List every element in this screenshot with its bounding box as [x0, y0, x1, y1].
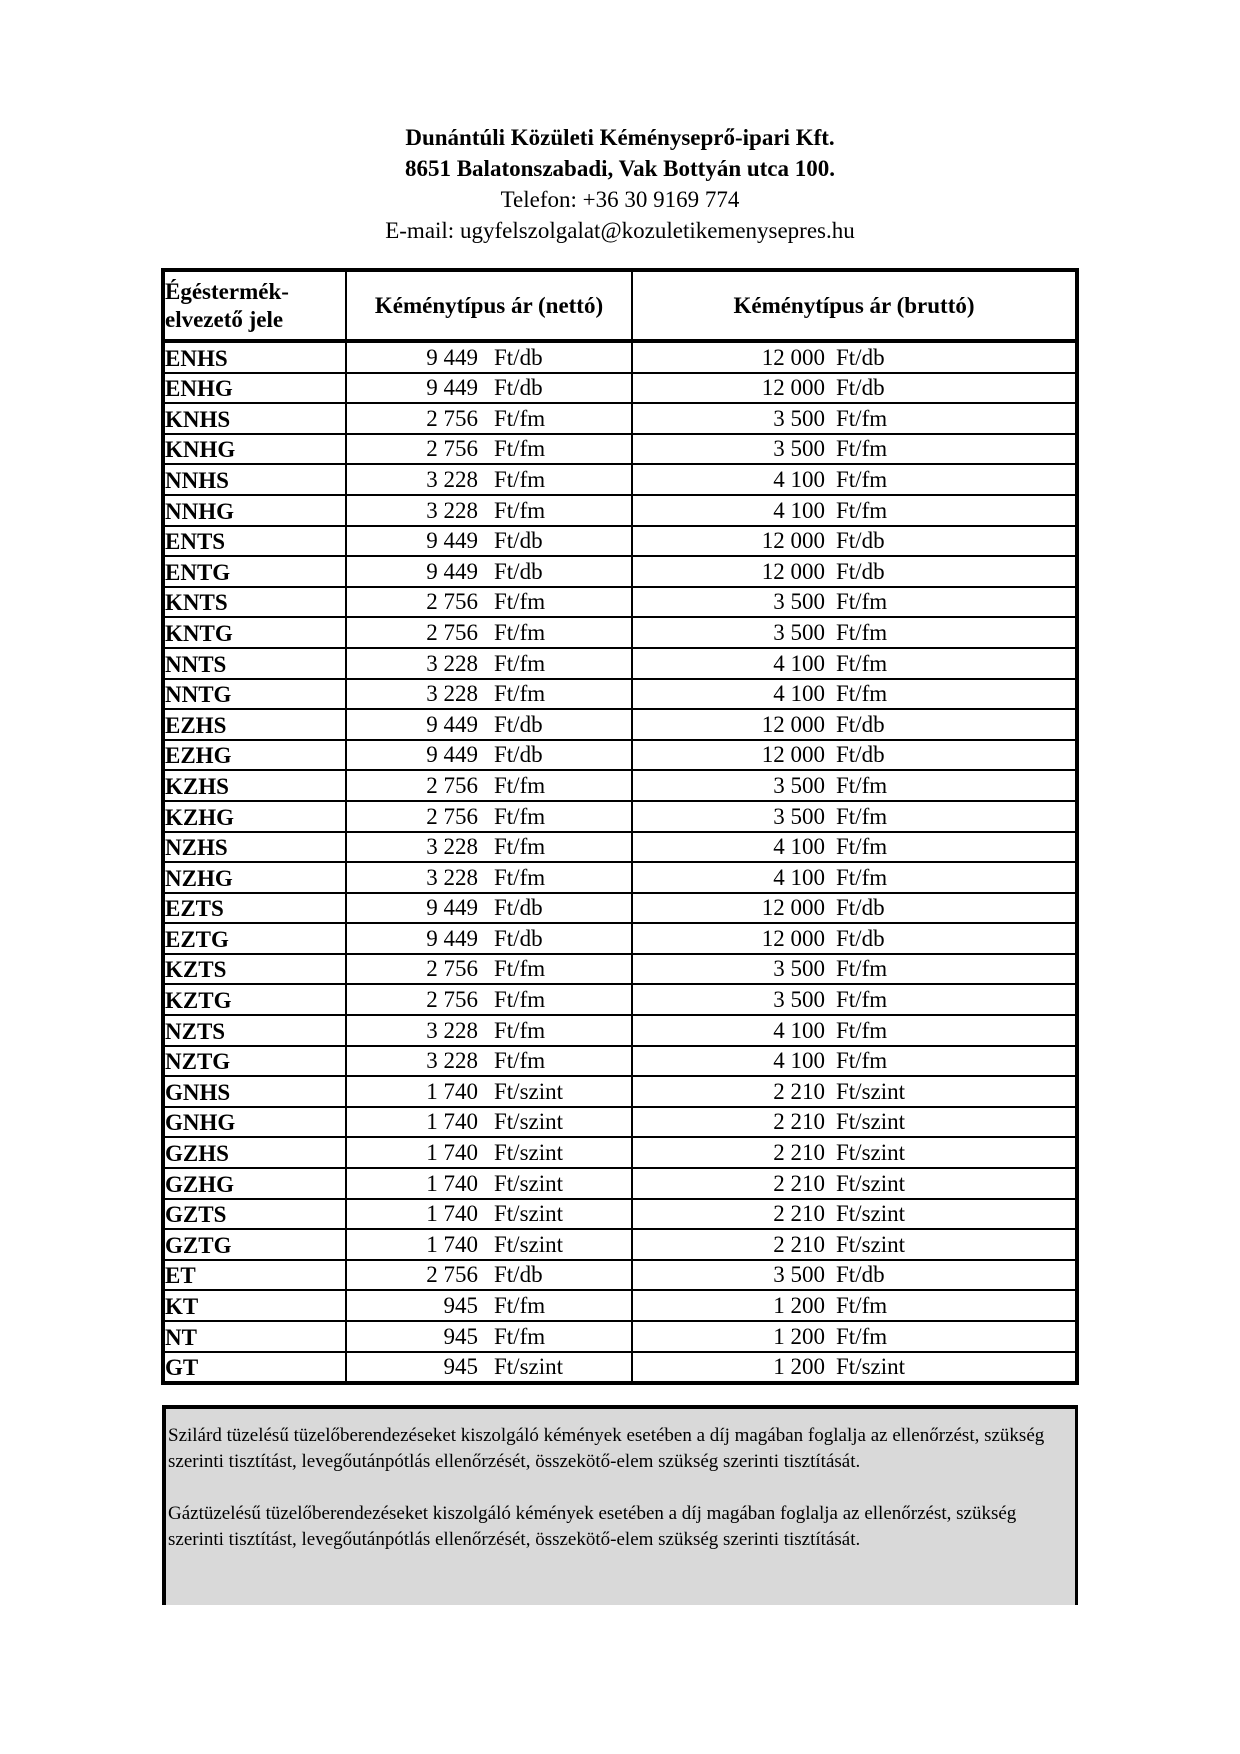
net-price-value: 9 449: [426, 895, 478, 921]
gross-price-unit: Ft/db: [836, 344, 885, 370]
gross-price-unit: Ft/fm: [836, 466, 888, 492]
net-price-cell: [346, 1107, 632, 1138]
chimney-code: GZHS: [163, 1137, 346, 1168]
net-price-unit: Ft/db: [494, 1262, 543, 1288]
net-price-value: 3 228: [426, 1017, 478, 1043]
net-price-value: 1 740: [426, 1231, 478, 1257]
net-price-cell: [346, 373, 632, 404]
gross-price-cell: [632, 832, 1077, 863]
net-price-unit: Ft/db: [494, 742, 543, 768]
gross-price-unit: Ft/fm: [836, 650, 888, 676]
gross-price-value: 4 100: [773, 650, 825, 676]
company-address: 8651 Balatonszabadi, Vak Bottyán utca 100.: [404, 156, 836, 181]
gross-price-value: 4 100: [773, 497, 825, 523]
chimney-code: ENHS: [163, 341, 346, 373]
net-price-cell: [346, 464, 632, 495]
chimney-code: KZTG: [163, 984, 346, 1015]
net-price-unit: Ft/fm: [494, 772, 546, 798]
gross-price-cell: [632, 1229, 1077, 1260]
net-price-cell: [346, 1352, 632, 1384]
net-price-cell: [346, 1290, 632, 1321]
net-price-cell: [346, 526, 632, 557]
gross-price-cell: [632, 495, 1077, 526]
gross-price-unit: Ft/szint: [836, 1170, 906, 1196]
gross-price-value: 12 000: [761, 711, 825, 737]
chimney-code: KNTG: [163, 617, 346, 648]
net-price-unit: Ft/fm: [494, 619, 546, 645]
net-price-value: 945: [443, 1323, 478, 1349]
notes-box: [162, 1405, 1078, 1605]
gross-price-unit: Ft/db: [836, 711, 885, 737]
gross-price-value: 1 200: [773, 1293, 825, 1318]
gross-price-value: 1 200: [773, 1323, 825, 1349]
net-price-unit: Ft/fm: [494, 681, 546, 707]
table-row: [163, 923, 1077, 954]
gross-price-cell: [632, 1199, 1077, 1230]
net-price-unit: Ft/szint: [494, 1140, 564, 1166]
net-price-value: 9 449: [426, 711, 478, 737]
net-price-cell: [346, 556, 632, 587]
gross-price-unit: Ft/fm: [836, 405, 888, 431]
gross-price-value: 3 500: [773, 803, 825, 829]
gross-price-unit: Ft/fm: [836, 1048, 888, 1074]
gross-price-unit: Ft/fm: [836, 772, 888, 798]
gross-price-value: 2 210: [773, 1109, 825, 1135]
gross-price-unit: Ft/szint: [836, 1354, 906, 1380]
net-price-value: 945: [443, 1354, 478, 1380]
net-price-unit: Ft/fm: [494, 405, 546, 431]
net-price-unit: Ft/fm: [494, 1323, 546, 1349]
net-price-value: 2 756: [426, 405, 478, 431]
gross-price-unit: Ft/db: [836, 925, 885, 951]
gross-price-unit: Ft/fm: [836, 1323, 888, 1349]
gross-price-value: 4 100: [773, 1017, 825, 1043]
net-price-cell: [346, 617, 632, 648]
table-row: [163, 740, 1077, 771]
net-price-value: 9 449: [426, 558, 478, 584]
gross-price-value: 3 500: [773, 619, 825, 645]
gross-price-cell: [632, 1076, 1077, 1107]
gross-price-cell: [632, 740, 1077, 771]
table-row: [163, 403, 1077, 434]
gross-price-unit: Ft/szint: [836, 1078, 906, 1104]
net-price-unit: Ft/szint: [494, 1170, 564, 1196]
net-price-unit: Ft/szint: [494, 1201, 564, 1227]
net-price-unit: Ft/szint: [494, 1109, 564, 1135]
net-price-cell: [346, 341, 632, 373]
gross-price-unit: Ft/szint: [836, 1109, 906, 1135]
gross-price-cell: [632, 617, 1077, 648]
net-price-cell: [346, 495, 632, 526]
gross-price-cell: [632, 526, 1077, 557]
net-price-value: 1 740: [426, 1078, 478, 1104]
table-row: [163, 1107, 1077, 1138]
net-price-value: 1 740: [426, 1140, 478, 1166]
net-price-value: 2 756: [426, 1262, 478, 1288]
net-price-unit: Ft/szint: [494, 1231, 564, 1257]
net-price-cell: [346, 740, 632, 771]
chimney-code: KZHS: [163, 770, 346, 801]
net-price-cell: [346, 1046, 632, 1077]
net-price-unit: Ft/db: [494, 558, 543, 584]
chimney-code: ENTS: [163, 526, 346, 557]
net-price-value: 1 740: [426, 1109, 478, 1135]
chimney-code: GNHS: [163, 1076, 346, 1107]
chimney-code: ET: [163, 1260, 346, 1291]
chimney-code: KZHG: [163, 801, 346, 832]
chimney-code: KT: [163, 1290, 346, 1321]
gross-price-cell: [632, 770, 1077, 801]
chimney-code: NZHS: [163, 832, 346, 863]
chimney-code: KNHS: [163, 403, 346, 434]
table-row: [163, 526, 1077, 557]
table-row: [163, 1290, 1077, 1321]
gross-price-unit: Ft/fm: [836, 834, 888, 860]
table-row: [163, 954, 1077, 985]
gross-price-cell: [632, 341, 1077, 373]
gross-price-cell: [632, 862, 1077, 893]
chimney-code: NNHS: [163, 464, 346, 495]
gross-price-value: 4 100: [773, 466, 825, 492]
net-price-value: 3 228: [426, 650, 478, 676]
net-price-cell: [346, 832, 632, 863]
column-header-net: Kéménytípus ár (nettó): [346, 270, 632, 341]
column-header-gross: Kéménytípus ár (bruttó): [632, 270, 1077, 341]
gross-price-cell: [632, 403, 1077, 434]
net-price-unit: Ft/fm: [494, 1048, 546, 1074]
gross-price-cell: [632, 679, 1077, 710]
chimney-code: NNTG: [163, 679, 346, 710]
gross-price-cell: [632, 1321, 1077, 1352]
net-price-unit: Ft/fm: [494, 589, 546, 615]
net-price-value: 3 228: [426, 1048, 478, 1074]
net-price-unit: Ft/szint: [494, 1354, 564, 1380]
net-price-unit: Ft/db: [494, 528, 543, 554]
net-price-unit: Ft/fm: [494, 466, 546, 492]
net-price-unit: Ft/fm: [494, 987, 546, 1013]
gross-price-cell: [632, 434, 1077, 465]
table-row: [163, 617, 1077, 648]
gross-price-unit: Ft/fm: [836, 497, 888, 523]
net-price-unit: Ft/db: [494, 895, 543, 921]
gross-price-value: 2 210: [773, 1140, 825, 1166]
chimney-code: NZTG: [163, 1046, 346, 1077]
column-header-code-line2: elvezető jele: [165, 306, 284, 332]
chimney-code: GT: [163, 1352, 346, 1384]
net-price-unit: Ft/fm: [494, 956, 546, 982]
table-row: [163, 984, 1077, 1015]
net-price-cell: [346, 1137, 632, 1168]
net-price-value: 9 449: [426, 742, 478, 768]
gross-price-cell: [632, 954, 1077, 985]
net-price-cell: [346, 403, 632, 434]
chimney-code: EZTS: [163, 893, 346, 924]
table-row: [163, 679, 1077, 710]
gross-price-cell: [632, 709, 1077, 740]
net-price-value: 945: [443, 1293, 478, 1318]
gross-price-value: 2 210: [773, 1170, 825, 1196]
chimney-code: EZHS: [163, 709, 346, 740]
table-row: [163, 1137, 1077, 1168]
gross-price-unit: Ft/szint: [836, 1231, 906, 1257]
gross-price-value: 3 500: [773, 956, 825, 982]
net-price-cell: [346, 1321, 632, 1352]
table-row: [163, 709, 1077, 740]
net-price-unit: Ft/fm: [494, 864, 546, 890]
net-price-cell: [346, 1015, 632, 1046]
gross-price-unit: Ft/fm: [836, 864, 888, 890]
gross-price-unit: Ft/fm: [836, 987, 888, 1013]
note-gas-fuel: Gáztüzelésű tüzelőberendezéseket kiszolgáló kémények esetében a díj magában foglalja az ellenőrzést, szükség szerinti tisztítást, levegőutánpótlás ellenőrzését, összekötő-elem szükség szerinti tisztítását.: [168, 1503, 1017, 1550]
net-price-value: 1 740: [426, 1201, 478, 1227]
net-price-value: 1 740: [426, 1170, 478, 1196]
net-price-cell: [346, 1168, 632, 1199]
gross-price-value: 4 100: [773, 834, 825, 860]
gross-price-cell: [632, 984, 1077, 1015]
chimney-code: NNHG: [163, 495, 346, 526]
gross-price-cell: [632, 1290, 1077, 1321]
gross-price-unit: Ft/szint: [836, 1201, 906, 1227]
net-price-cell: [346, 862, 632, 893]
gross-price-unit: Ft/fm: [836, 589, 888, 615]
gross-price-value: 3 500: [773, 436, 825, 462]
net-price-value: 3 228: [426, 466, 478, 492]
gross-price-unit: Ft/fm: [836, 1293, 888, 1318]
table-row: [163, 1260, 1077, 1291]
net-price-cell: [346, 923, 632, 954]
chimney-code: KZTS: [163, 954, 346, 985]
gross-price-unit: Ft/fm: [836, 619, 888, 645]
gross-price-value: 4 100: [773, 864, 825, 890]
table-row: [163, 1199, 1077, 1230]
chimney-code: GZTG: [163, 1229, 346, 1260]
table-row: [163, 1046, 1077, 1077]
chimney-code: ENHG: [163, 373, 346, 404]
net-price-value: 2 756: [426, 803, 478, 829]
table-row: [163, 1076, 1077, 1107]
gross-price-value: 12 000: [761, 375, 825, 401]
net-price-value: 2 756: [426, 589, 478, 615]
gross-price-cell: [632, 801, 1077, 832]
table-row: [163, 770, 1077, 801]
chimney-code: GNHG: [163, 1107, 346, 1138]
chimney-code: NZHG: [163, 862, 346, 893]
chimney-code: NZTS: [163, 1015, 346, 1046]
gross-price-unit: Ft/db: [836, 895, 885, 921]
table-row: [163, 648, 1077, 679]
net-price-cell: [346, 984, 632, 1015]
table-row: [163, 556, 1077, 587]
net-price-value: 2 756: [426, 619, 478, 645]
net-price-value: 3 228: [426, 497, 478, 523]
net-price-value: 2 756: [426, 772, 478, 798]
gross-price-unit: Ft/fm: [836, 681, 888, 707]
chimney-code: KNTS: [163, 587, 346, 618]
net-price-unit: Ft/db: [494, 711, 543, 737]
company-header: [0, 122, 1240, 246]
net-price-unit: Ft/fm: [494, 1293, 546, 1318]
gross-price-unit: Ft/db: [836, 742, 885, 768]
net-price-value: 3 228: [426, 681, 478, 707]
chimney-code: GZHG: [163, 1168, 346, 1199]
net-price-value: 3 228: [426, 864, 478, 890]
gross-price-cell: [632, 923, 1077, 954]
table-row: [163, 1352, 1077, 1384]
gross-price-cell: [632, 556, 1077, 587]
net-price-value: 9 449: [426, 344, 478, 370]
gross-price-cell: [632, 1015, 1077, 1046]
net-price-value: 3 228: [426, 834, 478, 860]
net-price-cell: [346, 954, 632, 985]
net-price-cell: [346, 770, 632, 801]
net-price-cell: [346, 1229, 632, 1260]
gross-price-unit: Ft/szint: [836, 1140, 906, 1166]
net-price-unit: Ft/fm: [494, 436, 546, 462]
gross-price-unit: Ft/fm: [836, 436, 888, 462]
net-price-value: 9 449: [426, 528, 478, 554]
net-price-value: 2 756: [426, 436, 478, 462]
company-name: Dunántúli Közületi Kéményseprő-ipari Kft.: [405, 125, 835, 150]
net-price-unit: Ft/db: [494, 925, 543, 951]
table-row: [163, 1168, 1077, 1199]
gross-price-value: 2 210: [773, 1201, 825, 1227]
table-row: [163, 1321, 1077, 1352]
gross-price-value: 12 000: [761, 558, 825, 584]
net-price-cell: [346, 709, 632, 740]
chimney-code: EZHG: [163, 740, 346, 771]
gross-price-unit: Ft/fm: [836, 1017, 888, 1043]
table-row: [163, 434, 1077, 465]
net-price-cell: [346, 801, 632, 832]
gross-price-unit: Ft/db: [836, 558, 885, 584]
net-price-cell: [346, 893, 632, 924]
net-price-unit: Ft/szint: [494, 1078, 564, 1104]
note-solid-fuel: Szilárd tüzelésű tüzelőberendezéseket kiszolgáló kémények esetében a díj magában foglalja az ellenőrzést, szükség szerinti tisztítást, levegőutánpótlás ellenőrzését, összekötő-elem szükség szerinti tisztítását.: [168, 1425, 1045, 1472]
net-price-cell: [346, 1260, 632, 1291]
chimney-code: EZTG: [163, 923, 346, 954]
gross-price-value: 3 500: [773, 987, 825, 1013]
net-price-unit: Ft/fm: [494, 803, 546, 829]
gross-price-value: 12 000: [761, 344, 825, 370]
net-price-cell: [346, 648, 632, 679]
table-row: [163, 862, 1077, 893]
gross-price-unit: Ft/db: [836, 1262, 885, 1288]
table-row: [163, 1229, 1077, 1260]
table-row: [163, 801, 1077, 832]
gross-price-value: 2 210: [773, 1231, 825, 1257]
net-price-unit: Ft/db: [494, 375, 543, 401]
gross-price-value: 3 500: [773, 772, 825, 798]
gross-price-value: 2 210: [773, 1078, 825, 1104]
gross-price-cell: [632, 893, 1077, 924]
net-price-cell: [346, 679, 632, 710]
net-price-unit: Ft/fm: [494, 1017, 546, 1043]
table-row: [163, 373, 1077, 404]
price-table: [161, 268, 1079, 1385]
table-row: [163, 1015, 1077, 1046]
gross-price-value: 3 500: [773, 405, 825, 431]
net-price-unit: Ft/db: [494, 344, 543, 370]
gross-price-value: 4 100: [773, 681, 825, 707]
gross-price-cell: [632, 373, 1077, 404]
gross-price-cell: [632, 1046, 1077, 1077]
net-price-cell: [346, 1076, 632, 1107]
gross-price-unit: Ft/fm: [836, 956, 888, 982]
gross-price-value: 12 000: [761, 528, 825, 554]
net-price-cell: [346, 434, 632, 465]
chimney-code: NNTS: [163, 648, 346, 679]
gross-price-cell: [632, 1137, 1077, 1168]
gross-price-cell: [632, 1352, 1077, 1384]
gross-price-value: 3 500: [773, 589, 825, 615]
net-price-value: 9 449: [426, 925, 478, 951]
net-price-value: 2 756: [426, 956, 478, 982]
gross-price-unit: Ft/db: [836, 375, 885, 401]
table-row: [163, 893, 1077, 924]
gross-price-cell: [632, 1107, 1077, 1138]
column-header-code-line1: Égéstermék-: [165, 278, 289, 304]
net-price-cell: [346, 587, 632, 618]
net-price-value: 9 449: [426, 375, 478, 401]
net-price-cell: [346, 1199, 632, 1230]
net-price-value: 2 756: [426, 987, 478, 1013]
net-price-unit: Ft/fm: [494, 497, 546, 523]
gross-price-cell: [632, 1168, 1077, 1199]
chimney-code: KNHG: [163, 434, 346, 465]
table-row: [163, 832, 1077, 863]
gross-price-cell: [632, 1260, 1077, 1291]
table-row: [163, 495, 1077, 526]
table-header-row: [163, 270, 1077, 341]
company-phone: Telefon: +36 30 9169 774: [500, 187, 740, 212]
chimney-code: ENTG: [163, 556, 346, 587]
net-price-unit: Ft/fm: [494, 650, 546, 676]
gross-price-cell: [632, 648, 1077, 679]
column-header-code: [163, 270, 346, 341]
gross-price-value: 1 200: [773, 1354, 825, 1380]
gross-price-value: 12 000: [761, 925, 825, 951]
gross-price-unit: Ft/fm: [836, 803, 888, 829]
gross-price-value: 3 500: [773, 1262, 825, 1288]
gross-price-cell: [632, 464, 1077, 495]
company-email: E-mail: ugyfelszolgalat@kozuletikemenysepres.hu: [385, 218, 855, 243]
table-row: [163, 464, 1077, 495]
chimney-code: GZTS: [163, 1199, 346, 1230]
gross-price-unit: Ft/db: [836, 528, 885, 554]
net-price-unit: Ft/fm: [494, 834, 546, 860]
table-row: [163, 587, 1077, 618]
gross-price-value: 12 000: [761, 895, 825, 921]
gross-price-value: 4 100: [773, 1048, 825, 1074]
chimney-code: NT: [163, 1321, 346, 1352]
table-row: [163, 341, 1077, 373]
gross-price-cell: [632, 587, 1077, 618]
gross-price-value: 12 000: [761, 742, 825, 768]
